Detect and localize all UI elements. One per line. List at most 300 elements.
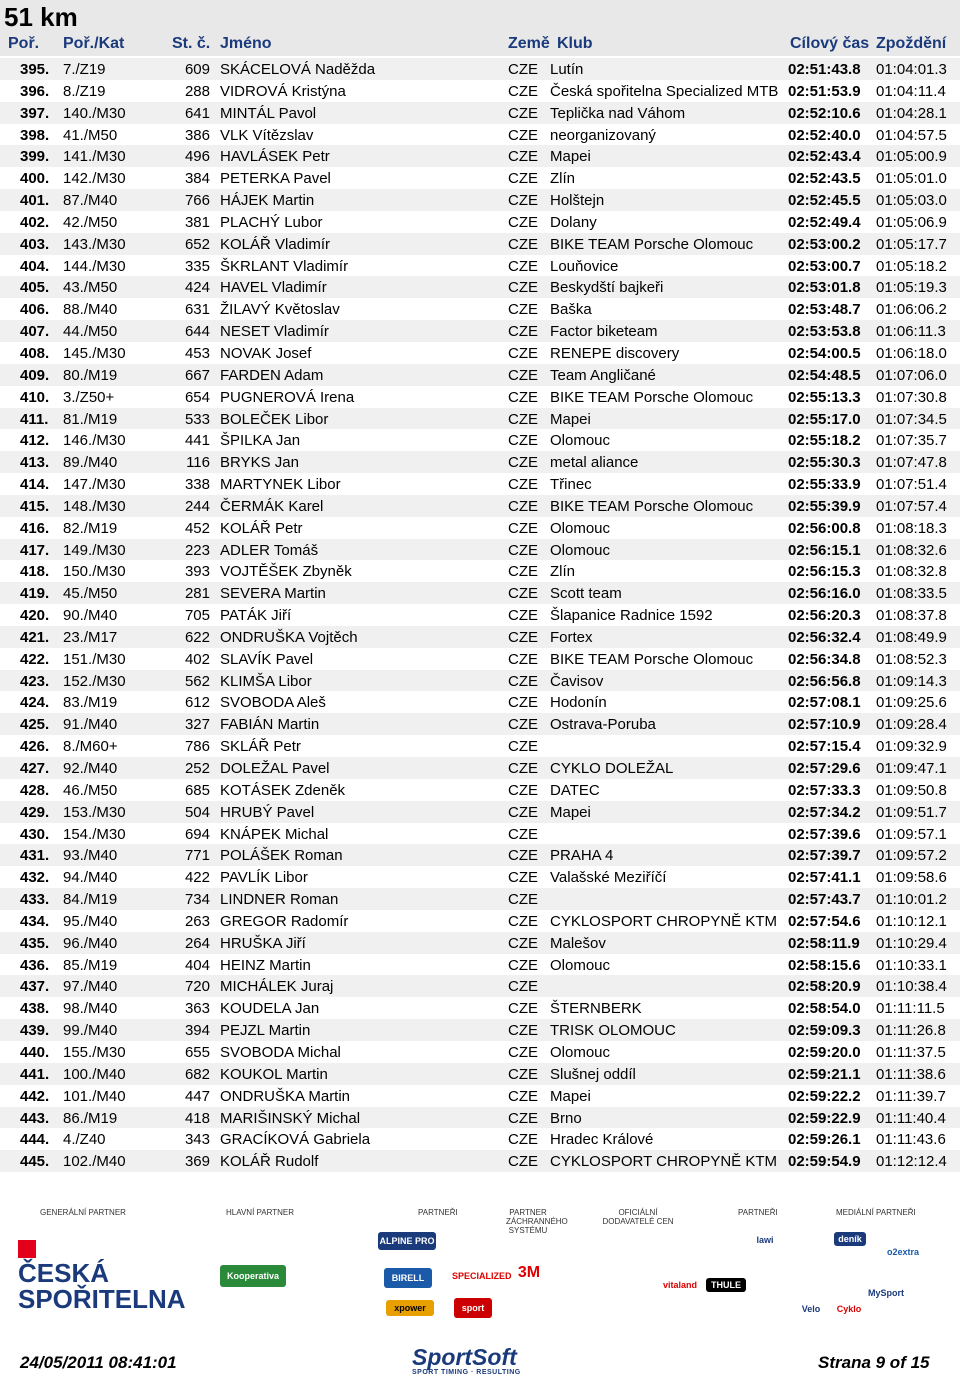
row-rank: 409.	[20, 366, 50, 384]
row-bib: 682	[184, 1065, 210, 1083]
row-time: 02:55:39.9	[788, 497, 861, 515]
row-time: 02:56:56.8	[788, 672, 861, 690]
row-category: 42./M50	[63, 213, 118, 231]
row-time: 02:56:34.8	[788, 650, 861, 668]
row-bib: 369	[184, 1153, 210, 1171]
row-bib: 386	[184, 126, 210, 144]
sponsor-label: OFICIÁLNÍ DODAVATELÉ CEN	[602, 1208, 674, 1226]
row-name: PUGNEROVÁ Irena	[220, 388, 355, 406]
row-diff: 01:09:57.2	[876, 847, 947, 865]
row-club: Ostrava-Poruba	[550, 716, 656, 734]
row-name: VOJTĚŠEK Zbyněk	[220, 563, 352, 581]
row-rank: 400.	[20, 170, 50, 188]
row-category: 8./Z19	[63, 82, 106, 100]
table-row	[0, 735, 960, 757]
row-club: Olomouc	[550, 541, 611, 559]
row-category: 155./M30	[63, 1043, 126, 1061]
row-rank: 422.	[20, 650, 50, 668]
row-rank: 435.	[20, 934, 50, 952]
row-club: Factor biketeam	[550, 323, 658, 341]
row-category: 102./M40	[63, 1153, 126, 1171]
row-name: NOVAK Josef	[220, 344, 312, 362]
row-diff: 01:04:28.1	[876, 104, 947, 122]
row-bib: 720	[184, 978, 210, 996]
row-bib: 612	[184, 694, 210, 712]
header-rank: Poř.	[8, 35, 40, 52]
table-row	[0, 495, 960, 517]
row-rank: 415.	[20, 497, 50, 515]
row-name: KNÁPEK Michal	[220, 825, 329, 843]
row-category: 143./M30	[63, 235, 126, 253]
row-bib: 418	[184, 1109, 210, 1127]
row-country: CZE	[508, 235, 538, 253]
row-category: 87./M40	[63, 192, 118, 210]
row-club: Čavisov	[550, 672, 604, 690]
row-rank: 416.	[20, 519, 50, 537]
row-category: 93./M40	[63, 847, 118, 865]
table-row	[0, 932, 960, 954]
row-category: 154./M30	[63, 825, 126, 843]
table-row	[0, 626, 960, 648]
row-club: Olomouc	[550, 519, 611, 537]
row-diff: 01:11:40.4	[876, 1109, 946, 1127]
row-club: Olomouc	[550, 432, 611, 450]
row-rank: 413.	[20, 454, 50, 472]
row-category: 86./M19	[63, 1109, 118, 1127]
table-row	[0, 473, 960, 495]
title-bar	[0, 0, 960, 34]
table-row	[0, 1041, 960, 1063]
row-bib: 655	[184, 1043, 210, 1061]
row-time: 02:53:53.8	[788, 323, 861, 341]
table-row	[0, 211, 960, 233]
row-rank: 440.	[20, 1043, 50, 1061]
table-row	[0, 255, 960, 277]
table-row	[0, 364, 960, 386]
row-category: 80./M19	[63, 366, 118, 384]
row-rank: 408.	[20, 344, 50, 362]
row-country: CZE	[508, 1065, 538, 1083]
row-rank: 420.	[20, 607, 50, 625]
row-diff: 01:08:18.3	[876, 519, 947, 537]
row-club: Zlín	[550, 563, 576, 581]
row-club: Baška	[550, 301, 592, 319]
row-bib: 393	[184, 563, 210, 581]
row-country: CZE	[508, 716, 538, 734]
row-name: GRACÍKOVÁ Gabriela	[220, 1131, 371, 1149]
row-club: neorganizovaný	[550, 126, 656, 144]
row-diff: 01:10:12.1	[876, 912, 947, 930]
sponsor-label: PARTNEŘI	[738, 1208, 778, 1217]
row-bib: 381	[184, 213, 210, 231]
row-rank: 429.	[20, 803, 50, 821]
row-diff: 01:10:38.4	[876, 978, 947, 996]
lawi-logo: lawi	[750, 1232, 780, 1248]
row-diff: 01:08:33.5	[876, 585, 947, 603]
row-club: BIKE TEAM Porsche Olomouc	[550, 235, 754, 253]
sponsor-label: PARTNEŘI	[418, 1208, 458, 1217]
row-club: DATEC	[550, 781, 600, 799]
row-name: MARIŠINSKÝ Michal	[220, 1109, 361, 1127]
row-club: Hodonín	[550, 694, 607, 712]
table-row	[0, 80, 960, 102]
row-name: ŠPILKA Jan	[220, 432, 301, 450]
row-diff: 01:09:14.3	[876, 672, 947, 690]
sponsor-label: HLAVNÍ PARTNER	[226, 1208, 295, 1217]
row-diff: 01:10:01.2	[876, 891, 947, 909]
table-row	[0, 604, 960, 626]
page-title: 51 km	[4, 2, 78, 32]
row-country: CZE	[508, 978, 538, 996]
row-bib: 384	[184, 170, 210, 188]
table-row	[0, 124, 960, 146]
row-name: ADLER Tomáš	[220, 541, 319, 559]
row-time: 02:57:29.6	[788, 760, 861, 777]
row-time: 02:52:40.0	[788, 126, 861, 144]
row-name: KOLÁŘ Vladimír	[220, 235, 331, 253]
sponsor-label: MEDIÁLNÍ PARTNEŘI	[836, 1208, 916, 1217]
row-time: 02:54:48.5	[788, 366, 861, 384]
row-bib: 622	[184, 628, 210, 646]
row-country: CZE	[508, 170, 538, 188]
row-country: CZE	[508, 585, 538, 603]
row-category: 82./M19	[63, 519, 118, 537]
row-rank: 437.	[20, 978, 50, 996]
row-club: CYKLOSPORT CHROPYNĚ KTM	[550, 1153, 777, 1171]
row-country: CZE	[508, 628, 538, 646]
row-diff: 01:05:18.2	[876, 257, 947, 275]
table-row	[0, 320, 960, 342]
row-rank: 433.	[20, 891, 50, 909]
row-time: 02:57:33.3	[788, 781, 861, 799]
row-time: 02:51:53.9	[788, 82, 861, 100]
table-row	[0, 560, 960, 582]
row-club: Mapei	[550, 410, 591, 428]
row-country: CZE	[508, 432, 538, 450]
row-name: GREGOR Radomír	[220, 912, 349, 930]
row-bib: 327	[184, 716, 210, 734]
table-row	[0, 801, 960, 823]
row-name: ČERMÁK Karel	[220, 497, 324, 515]
row-rank: 431.	[20, 847, 50, 865]
row-diff: 01:07:34.5	[876, 410, 947, 428]
row-name: BOLEČEK Libor	[220, 410, 329, 428]
row-bib: 667	[184, 366, 210, 384]
row-bib: 441	[184, 432, 210, 450]
row-time: 02:57:41.1	[788, 869, 861, 887]
row-category: 84./M19	[63, 891, 118, 909]
sportsoft-logo-subtitle: SPORT TIMING · RESULTING	[412, 1369, 521, 1376]
row-club: BIKE TEAM Porsche Olomouc	[550, 497, 754, 515]
row-category: 146./M30	[63, 432, 126, 450]
row-bib: 786	[184, 738, 210, 756]
row-diff: 01:04:11.4	[876, 82, 946, 100]
row-diff: 01:05:01.0	[876, 170, 947, 188]
row-bib: 335	[184, 257, 210, 275]
table-row	[0, 1019, 960, 1041]
row-category: 149./M30	[63, 541, 126, 559]
row-diff: 01:07:57.4	[876, 497, 947, 515]
row-bib: 363	[184, 1000, 210, 1018]
row-club: Malešov	[550, 934, 606, 952]
row-rank: 419.	[20, 585, 50, 603]
row-bib: 281	[184, 585, 210, 603]
row-diff: 01:11:26.8	[876, 1022, 946, 1040]
row-rank: 436.	[20, 956, 50, 974]
row-country: CZE	[508, 1087, 538, 1105]
row-country: CZE	[508, 1153, 538, 1171]
row-bib: 424	[184, 279, 210, 297]
row-bib: 263	[184, 912, 210, 930]
row-name: MARTYNEK Libor	[220, 476, 341, 494]
row-country: CZE	[508, 104, 538, 122]
table-row	[0, 167, 960, 189]
row-diff: 01:06:18.0	[876, 344, 947, 362]
table-row	[0, 145, 960, 167]
row-country: CZE	[508, 366, 538, 384]
row-diff: 01:09:57.1	[876, 825, 947, 843]
row-country: CZE	[508, 497, 538, 515]
row-country: CZE	[508, 301, 538, 319]
row-country: CZE	[508, 760, 538, 777]
row-rank: 396.	[20, 82, 50, 100]
row-diff: 01:05:19.3	[876, 279, 947, 297]
row-time: 02:59:22.2	[788, 1087, 861, 1105]
row-category: 7./Z19	[63, 61, 106, 78]
row-club: Beskydští bajkeři	[550, 279, 664, 297]
row-category: 153./M30	[63, 803, 126, 821]
row-club: Zlín	[550, 170, 576, 188]
row-name: ŽILAVÝ Květoslav	[220, 301, 340, 319]
row-category: 41./M50	[63, 126, 118, 144]
row-diff: 01:08:37.8	[876, 607, 947, 625]
row-diff: 01:06:11.3	[876, 323, 946, 341]
row-country: CZE	[508, 541, 538, 559]
row-time: 02:58:54.0	[788, 1000, 861, 1018]
row-rank: 404.	[20, 257, 50, 275]
row-name: FABIÁN Martin	[220, 716, 320, 734]
row-diff: 01:09:32.9	[876, 738, 947, 756]
row-diff: 01:07:47.8	[876, 454, 947, 472]
row-club: TRISK OLOMOUC	[550, 1022, 676, 1040]
row-name: KOLÁŘ Rudolf	[220, 1153, 319, 1171]
row-rank: 398.	[20, 126, 50, 144]
row-name: KOTÁSEK Zdeněk	[220, 781, 346, 799]
row-category: 145./M30	[63, 344, 126, 362]
row-time: 02:57:39.6	[788, 825, 861, 843]
row-category: 3./Z50+	[63, 388, 115, 406]
header-name: Jméno	[220, 35, 272, 52]
row-bib: 244	[184, 497, 210, 515]
table-row	[0, 997, 960, 1019]
row-diff: 01:07:35.7	[876, 432, 947, 450]
table-row	[0, 757, 960, 779]
table-row	[0, 713, 960, 735]
row-diff: 01:11:37.5	[876, 1043, 946, 1061]
row-diff: 01:07:06.0	[876, 366, 947, 384]
table-row	[0, 844, 960, 866]
row-name: KOUDELA Jan	[220, 1000, 320, 1018]
row-country: CZE	[508, 672, 538, 690]
row-rank: 405.	[20, 279, 50, 297]
row-name: ONDRUŠKA Martin	[220, 1087, 351, 1105]
row-bib: 631	[184, 301, 210, 319]
row-bib: 452	[184, 519, 210, 537]
sport-obchod-logo: sport obchod	[454, 1298, 492, 1318]
row-name: DOLEŽAL Pavel	[220, 760, 330, 777]
row-category: 23./M17	[63, 628, 118, 646]
row-rank: 399.	[20, 148, 50, 166]
row-category: 45./M50	[63, 585, 118, 603]
row-country: CZE	[508, 738, 538, 756]
row-name: VIDROVÁ Kristýna	[220, 82, 346, 100]
row-rank: 426.	[20, 738, 50, 756]
row-club: Olomouc	[550, 956, 611, 974]
row-name: SKLÁŘ Petr	[220, 738, 301, 756]
row-club: Dolany	[550, 213, 597, 231]
row-time: 02:57:43.7	[788, 891, 861, 909]
row-time: 02:59:54.9	[788, 1153, 861, 1171]
row-bib: 652	[184, 235, 210, 253]
table-row	[0, 975, 960, 997]
row-name: POLÁŠEK Roman	[220, 847, 343, 865]
row-club: Mapei	[550, 1087, 591, 1105]
row-club: Mapei	[550, 803, 591, 821]
row-name: ŠKRLANT Vladimír	[220, 257, 349, 275]
table-row	[0, 954, 960, 976]
row-name: MICHÁLEK Juraj	[220, 978, 334, 996]
row-rank: 434.	[20, 912, 50, 930]
velo-logo: Velo	[796, 1302, 826, 1316]
table-row	[0, 1085, 960, 1107]
row-bib: 394	[184, 1022, 210, 1040]
row-category: 100./M40	[63, 1065, 126, 1083]
mysport-logo: MySport	[868, 1288, 904, 1298]
row-category: 85./M19	[63, 956, 118, 974]
row-country: CZE	[508, 61, 538, 78]
table-row	[0, 189, 960, 211]
row-club: Hradec Králové	[550, 1131, 654, 1149]
row-bib: 533	[184, 410, 210, 428]
row-category: 46./M50	[63, 781, 118, 799]
table-row	[0, 517, 960, 539]
table-row	[0, 779, 960, 801]
row-diff: 01:08:52.3	[876, 650, 947, 668]
row-diff: 01:04:01.3	[876, 61, 947, 78]
row-name: VLK Vítězslav	[220, 126, 314, 144]
row-country: CZE	[508, 82, 538, 100]
row-diff: 01:05:03.0	[876, 192, 947, 210]
row-category: 152./M30	[63, 672, 126, 690]
table-row	[0, 1150, 960, 1172]
row-club: Třinec	[550, 476, 592, 494]
sponsor-label: PARTNER ZÁCHRANNÉHO SYSTÉMU	[506, 1208, 568, 1235]
row-rank: 432.	[20, 869, 50, 887]
table-row	[0, 233, 960, 255]
row-diff: 01:08:32.6	[876, 541, 947, 559]
row-bib: 402	[184, 650, 210, 668]
row-country: CZE	[508, 891, 538, 909]
row-bib: 223	[184, 541, 210, 559]
row-country: CZE	[508, 781, 538, 799]
row-diff: 01:09:50.8	[876, 781, 947, 799]
row-time: 02:55:33.9	[788, 476, 861, 494]
row-time: 02:59:21.1	[788, 1065, 861, 1083]
row-name: ONDRUŠKA Vojtěch	[220, 628, 358, 646]
row-club: BIKE TEAM Porsche Olomouc	[550, 388, 754, 406]
row-time: 02:56:15.1	[788, 541, 861, 559]
row-category: 142./M30	[63, 170, 126, 188]
cyklo-logo: Cyklo	[834, 1302, 864, 1316]
row-club: CYKLOSPORT CHROPYNĚ KTM	[550, 912, 777, 930]
table-row	[0, 648, 960, 670]
row-category: 148./M30	[63, 497, 126, 515]
header-bib: St. č.	[172, 35, 211, 52]
row-country: CZE	[508, 956, 538, 974]
row-rank: 430.	[20, 825, 50, 843]
row-club: PRAHA 4	[550, 847, 614, 865]
denik-logo: deník	[834, 1232, 866, 1246]
row-club: Fortex	[550, 628, 593, 646]
ceska-sporitelna-logo	[18, 1240, 186, 1314]
row-club: Holštejn	[550, 192, 605, 210]
table-row	[0, 1063, 960, 1085]
row-name: NESET Vladimír	[220, 323, 329, 341]
row-time: 02:56:00.8	[788, 519, 861, 537]
row-name: PETERKA Pavel	[220, 170, 331, 188]
row-country: CZE	[508, 1131, 538, 1149]
table-row	[0, 691, 960, 713]
row-club: Valašské Meziříčí	[550, 869, 667, 887]
row-rank: 407.	[20, 323, 50, 341]
row-time: 02:52:45.5	[788, 192, 861, 210]
row-country: CZE	[508, 607, 538, 625]
row-time: 02:53:48.7	[788, 301, 861, 319]
row-bib: 694	[184, 825, 210, 843]
row-rank: 444.	[20, 1131, 50, 1149]
row-time: 02:58:11.9	[788, 934, 860, 952]
row-time: 02:56:16.0	[788, 585, 861, 603]
row-category: 96./M40	[63, 934, 118, 952]
table-row	[0, 823, 960, 845]
row-name: PATÁK Jiří	[220, 607, 292, 625]
table-row	[0, 408, 960, 430]
table-row	[0, 342, 960, 364]
row-club: Louňovice	[550, 257, 619, 275]
table-row	[0, 386, 960, 408]
row-rank: 421.	[20, 628, 50, 646]
row-bib: 685	[184, 781, 210, 799]
sportsoft-logo-text: SportSoft	[412, 1344, 517, 1370]
kooperativa-logo: Kooperativa	[220, 1265, 286, 1287]
row-club: Šlapanice Radnice 1592	[550, 607, 713, 625]
row-bib: 641	[184, 104, 210, 122]
row-time: 02:52:43.4	[788, 148, 861, 166]
birell-logo: BIRELL	[384, 1268, 432, 1288]
row-rank: 441.	[20, 1065, 50, 1083]
row-club: BIKE TEAM Porsche Olomouc	[550, 650, 754, 668]
table-row	[0, 910, 960, 932]
row-rank: 412.	[20, 432, 50, 450]
row-bib: 288	[184, 82, 210, 100]
row-bib: 654	[184, 388, 210, 406]
row-time: 02:56:20.3	[788, 607, 861, 625]
row-diff: 01:05:06.9	[876, 213, 947, 231]
row-time: 02:53:00.7	[788, 257, 861, 275]
table-row	[0, 276, 960, 298]
row-time: 02:54:00.5	[788, 344, 861, 362]
row-country: CZE	[508, 279, 538, 297]
